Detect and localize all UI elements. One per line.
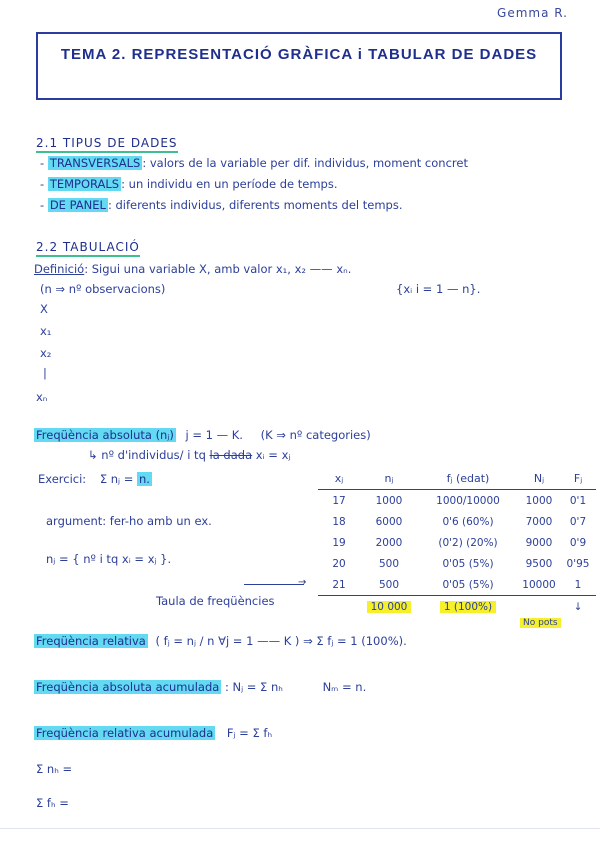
header-xj: xⱼ xyxy=(318,468,360,490)
column-x-3: | xyxy=(43,366,47,380)
arrow-down-icon: ↓ xyxy=(573,600,583,613)
cell: 0'6 (60%) xyxy=(442,515,494,528)
header-nj: nⱼ xyxy=(360,468,418,490)
total-n-cell xyxy=(360,596,418,618)
cell: 500 xyxy=(378,578,400,591)
rel-cum-line xyxy=(34,726,272,740)
term-temporals: TEMPORALS xyxy=(49,177,120,191)
table-caption: Taula de freqüències xyxy=(156,594,275,608)
example-label: Exercici: xyxy=(38,472,87,486)
cell: 6000 xyxy=(375,515,403,528)
abs-cum-formula: : Nⱼ = Σ nₕ xyxy=(224,680,283,694)
abs-freq-cond: xᵢ = xⱼ xyxy=(255,448,291,462)
cell: 0'7 xyxy=(569,515,587,528)
cell: 0'05 (5%) xyxy=(442,578,494,591)
abs-freq-sub-text: ↳ nº d'individus/ i tq xyxy=(88,448,206,462)
cell: 1000 xyxy=(375,494,403,507)
cell: 1000/10000 xyxy=(436,494,500,507)
term-panel: DE PANEL xyxy=(49,198,106,212)
abs-cum-label: Freqüència absoluta acumulada xyxy=(36,680,220,694)
definition-set: {xᵢ i = 1 — n}. xyxy=(396,282,481,296)
rel-freq-label: Freqüència relativa xyxy=(36,634,146,648)
page-bottom-line xyxy=(0,828,600,829)
author-name: Gemma R. xyxy=(497,6,568,20)
definition-text: : Sigui una variable X, amb valor x₁, x₂ —— xₙ. xyxy=(84,262,352,276)
cell: 1 xyxy=(574,578,582,591)
column-x-0: X xyxy=(40,302,48,316)
definition-line xyxy=(34,262,351,276)
cell: (0'2) (20%) xyxy=(438,536,498,549)
page-title: TEMA 2. REPRESENTACIÓ GRÀFICA i TABULAR DE DADES xyxy=(60,46,538,63)
sum-n: Σ nₕ = xyxy=(36,762,73,776)
desc-temporals: : un individu en un període de temps. xyxy=(121,177,338,191)
abs-freq-range: j = 1 — K. xyxy=(185,428,243,442)
list-item-transversals: - TRANSVERSALS : valors de la variable per dif. individus, moment concret xyxy=(40,156,468,170)
cell: 19 xyxy=(332,536,346,549)
cell: 20 xyxy=(332,557,346,570)
table-header-row xyxy=(318,468,596,490)
caption-arrow-line xyxy=(244,584,304,585)
example-line xyxy=(38,472,152,486)
cell: 18 xyxy=(332,515,346,528)
header-fj: fⱼ (edat) xyxy=(418,468,518,490)
cell: 0'95 xyxy=(566,557,590,570)
sum-f: Σ fₕ = xyxy=(36,796,69,810)
section-heading-tabulation xyxy=(36,240,140,254)
cell: 0'1 xyxy=(569,494,587,507)
header-Fj: Fⱼ xyxy=(560,468,596,490)
column-x-2: x₂ xyxy=(40,346,52,360)
frequency-table xyxy=(318,468,596,617)
arrow-down-cell xyxy=(560,596,596,618)
section-heading-tabulation-text: 2.2 TABULACIÓ xyxy=(36,240,140,257)
desc-transversals: : valors de la variable per dif. individus, moment concret xyxy=(142,156,468,170)
cell: 10000 xyxy=(522,578,556,591)
cell: 9500 xyxy=(525,557,553,570)
table-row xyxy=(318,553,596,574)
no-pots-note xyxy=(520,614,561,628)
term-transversals: TRANSVERSALS xyxy=(49,156,141,170)
title-box xyxy=(36,32,562,100)
cell: 2000 xyxy=(375,536,403,549)
table-row xyxy=(318,574,596,596)
abs-freq-sub xyxy=(88,448,290,462)
abs-freq-definition2: nⱼ = { nº i tq xᵢ = xⱼ }. xyxy=(46,552,172,566)
column-x-4: xₙ xyxy=(36,390,48,404)
list-item-temporals: - TEMPORALS : un individu en un període de temps. xyxy=(40,177,338,191)
abs-freq-strike: la dada xyxy=(209,448,253,462)
cell: 0'05 (5%) xyxy=(442,557,494,570)
definition-label: Definició xyxy=(34,262,85,276)
rel-freq-line xyxy=(34,634,407,648)
table-row xyxy=(318,490,596,512)
section-heading-types-text: 2.1 TIPUS DE DADES xyxy=(36,136,178,153)
list-item-panel: - DE PANEL : diferents individus, diferents moments del temps. xyxy=(40,198,403,212)
cell: 21 xyxy=(332,578,346,591)
cell: 17 xyxy=(332,494,346,507)
total-n: 10 000 xyxy=(367,601,412,613)
no-pots-text: No pots xyxy=(520,618,561,628)
argument-text: argument: fer-ho amb un ex. xyxy=(46,514,212,528)
cell: 7000 xyxy=(525,515,553,528)
section-heading-types xyxy=(36,136,178,150)
example-formula: Σ nⱼ = xyxy=(99,472,134,486)
definition-note: (n ⇒ nº observacions) xyxy=(40,282,166,296)
abs-freq-line xyxy=(34,428,371,442)
table-row xyxy=(318,532,596,553)
rel-freq-formula: ( fⱼ = nⱼ / n ∀j = 1 —— K ) ⇒ Σ fⱼ = 1 (100%). xyxy=(155,634,407,648)
example-n: n. xyxy=(139,472,150,486)
rel-cum-label: Freqüència relativa acumulada xyxy=(36,726,214,740)
abs-cum-formula2: Nₘ = n. xyxy=(322,680,367,694)
total-f: 1 (100%) xyxy=(440,601,496,613)
rel-cum-formula: Fⱼ = Σ fₕ xyxy=(226,726,273,740)
cell: 0'9 xyxy=(569,536,587,549)
column-x-1: x₁ xyxy=(40,324,52,338)
table-row xyxy=(318,511,596,532)
total-f-cell xyxy=(418,596,518,618)
abs-freq-note: (K ⇒ nº categories) xyxy=(260,428,371,442)
cell: 1000 xyxy=(525,494,553,507)
header-Nj: Nⱼ xyxy=(518,468,560,490)
caption-arrow-icon: → xyxy=(298,577,307,588)
desc-panel: : diferents individus, diferents moments del temps. xyxy=(107,198,403,212)
cell: 9000 xyxy=(525,536,553,549)
cell-empty xyxy=(318,596,360,618)
abs-freq-label: Freqüència absoluta (nⱼ) xyxy=(36,428,174,442)
abs-cum-line xyxy=(34,680,366,694)
cell: 500 xyxy=(378,557,400,570)
